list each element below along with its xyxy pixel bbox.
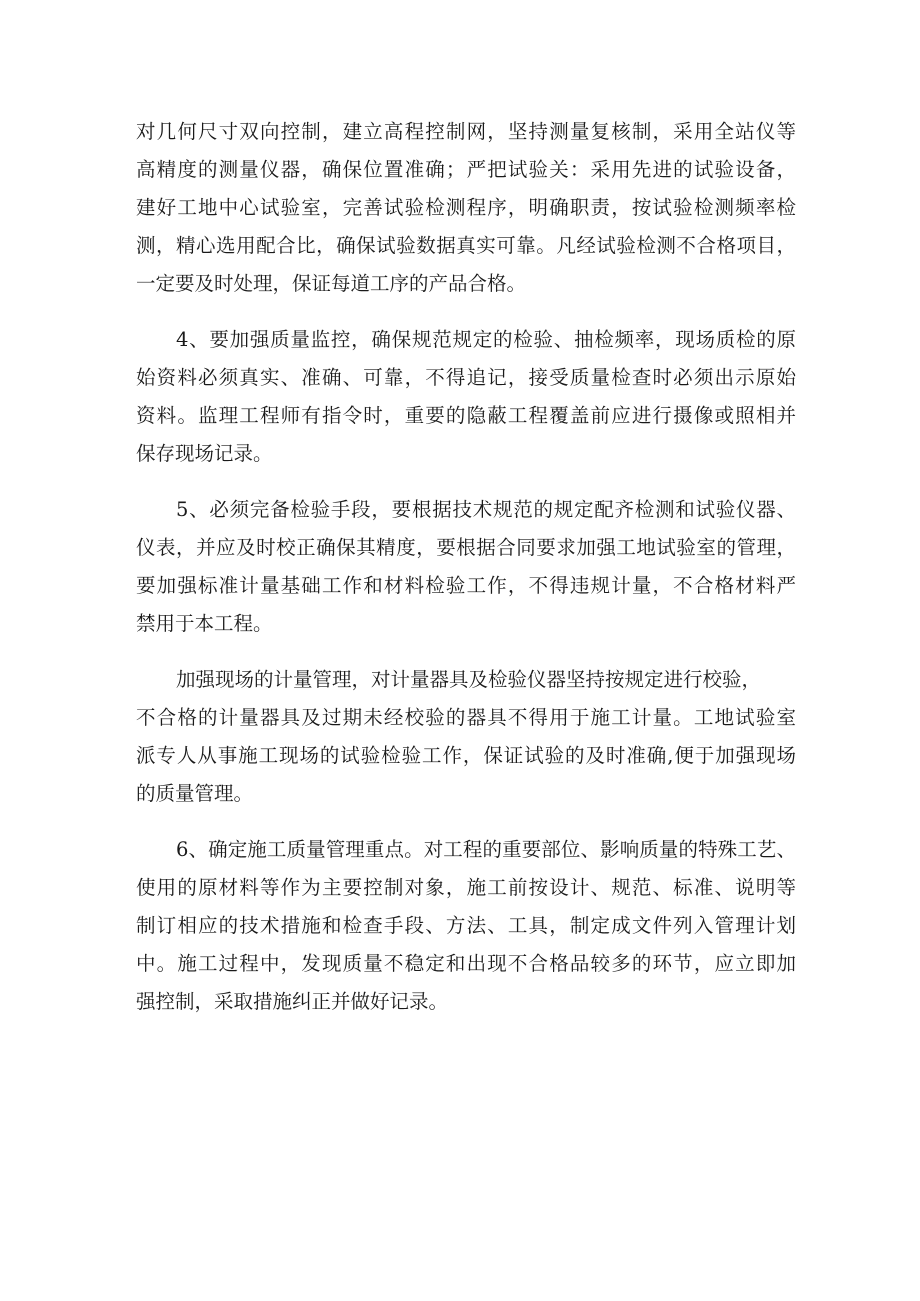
paragraph-item-4-quality-monitoring	[136, 321, 796, 473]
paragraph-item-5-inspection-means	[136, 491, 796, 643]
document-body	[136, 113, 796, 1039]
text-line: 始资料必须真实、准确、可靠，不得追记，接受质量检查时必须出示原始	[136, 366, 796, 389]
text-line: 建好工地中心试验室，完善试验检测程序，明确职责，按试验检测频率检	[136, 196, 796, 219]
text-line: 高精度的测量仪器，确保位置准确；严把试验关：采用先进的试验设备，	[136, 158, 796, 181]
text-line: 测，精心选用配合比，确保试验数据真实可靠。凡经试验检测不合格项目，	[136, 234, 796, 257]
text-line: 仪表，并应及时校正确保其精度，要根据合同要求加强工地试验室的管理，	[136, 536, 796, 559]
text-line: 要加强标准计量基础工作和材料检验工作，不得违规计量，不合格材料严	[136, 574, 796, 597]
text-line: 强控制，采取措施纠正并做好记录。	[136, 990, 449, 1013]
text-line: 使用的原材料等作为主要控制对象，施工前按设计、规范、标准、说明等	[136, 876, 796, 899]
text-line: 保存现场记录。	[136, 442, 273, 465]
text-line: 资料。监理工程师有指令时，重要的隐蔽工程覆盖前应进行摄像或照相并	[136, 404, 796, 427]
text-line: 加强现场的计量管理，对计量器具及检验仪器坚持按规定进行校验，	[176, 668, 762, 691]
text-line: 的质量管理。	[136, 782, 254, 805]
text-line: 禁用于本工程。	[136, 612, 273, 635]
paragraph-dimension-control	[136, 113, 796, 303]
text-line: 派专人从事施工现场的试验检验工作，保证试验的及时准确,便于加强现场	[136, 744, 796, 767]
text-line: 不合格的计量器具及过期未经校验的器具不得用于施工计量。工地试验室	[136, 706, 796, 729]
text-line: 中。施工过程中，发现质量不稳定和出现不合格品较多的环节，应立即加	[136, 952, 796, 975]
text-line: 对几何尺寸双向控制，建立高程控制网，坚持测量复核制，采用全站仪等	[136, 120, 796, 143]
text-line: 6、确定施工质量管理重点。对工程的重要部位、影响质量的特殊工艺、	[176, 838, 796, 861]
paragraph-item-6-quality-key-points	[136, 831, 796, 1021]
text-line: 一定要及时处理，保证每道工序的产品合格。	[136, 272, 527, 295]
text-line: 5、必须完备检验手段，要根据技术规范的规定配齐检测和试验仪器、	[176, 498, 796, 521]
text-line: 4、要加强质量监控，确保规范规定的检验、抽检频率，现场质检的原	[176, 328, 796, 351]
text-line: 制订相应的技术措施和检查手段、方法、工具，制定成文件列入管理计划	[136, 914, 796, 937]
paragraph-metrology-management	[136, 661, 796, 813]
